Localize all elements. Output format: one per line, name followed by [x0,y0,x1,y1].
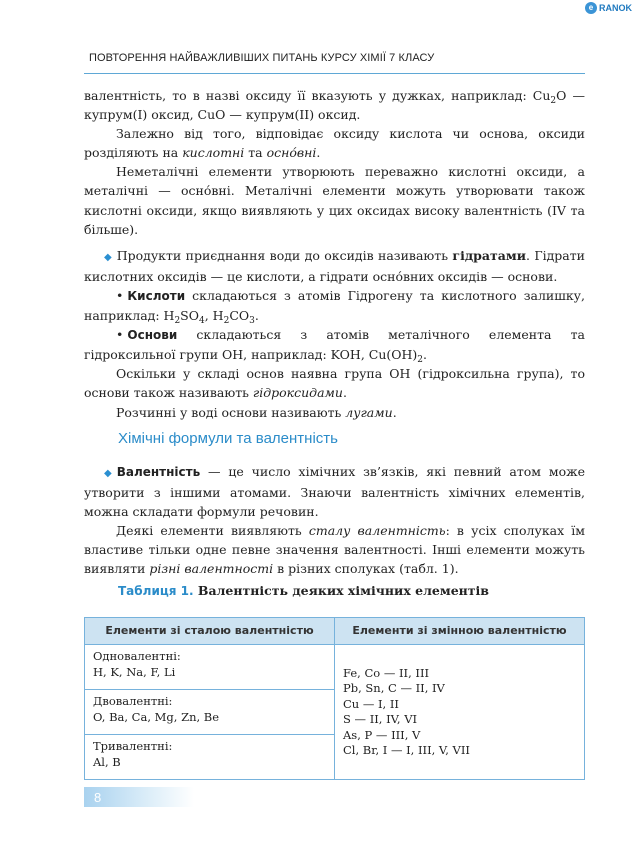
running-header: ПОВТОРЕННЯ НАЙВАЖЛИВІШИХ ПИТАНЬ КУРСУ ХІМІЇ 7 КЛАСУ [89,52,435,64]
table-row [85,645,585,690]
paragraph-hydroxides: Оскільки у складі основ наявна група OH (гідроксильна група), то основи також називають гідроксидами. [84,366,585,401]
page-number: 8 [94,790,102,805]
diamond-icon: ◆ [104,468,112,479]
variable-valence-item: Fe, Co — II, III [343,665,430,680]
table-cell-variable-valence [335,645,585,780]
paragraph-acids: • Кислоти складаються з атомів Гідрогену та кислотного залишку, наприклад: $H_2SO_4$, $H_2CO_3$. [84,287,585,327]
section-heading: Хімічні формули та валентність [118,430,338,447]
publisher-logo [585,2,632,14]
logo-icon: e [585,2,597,14]
table-cell-divalent: Двовалентні: O, Ba, Ca, Mg, Zn, Be [85,690,335,735]
term-bases: Основи [127,328,178,343]
paragraph-1: валентність, то в назві оксиду її вказують у дужках, наприклад: $Cu_2O$ — купрум(I) оксид, CuO — купрум(II) оксид. [84,88,585,123]
variable-valence-item: Cl, Br, I — I, III, V, VII [343,743,470,757]
section-text [84,462,585,579]
paragraph-hydrates: ◆ Продукти приєднання води до оксидів називають гідратами. Гідрати кислотних оксидів — це кислоти, а гідрати осно́вних оксидів — основи. [84,247,585,284]
header-divider [84,73,585,74]
table-caption: Таблиця 1. Валентність деяких хімічних елементів [118,583,489,598]
paragraph-2: Залежно від того, відповідає оксиду кислота чи основа, оксиди розділяють на кислотні та осно́вні. [84,126,585,161]
table-header-row [85,618,585,645]
paragraph-3: Неметалічні елементи утворюють переважно кислотні оксиди, а металічні — осно́вні. Металічні елементи можуть утворювати також кислотні оксиди, якщо виявляють у цих оксидах високу валентність (IV та більше). [84,164,585,237]
bullet-dot-icon: • [116,327,124,343]
main-text [84,86,585,422]
term-valence: Валентність [116,465,201,479]
variable-valence-item: Pb, Sn, C — II, IV [343,681,445,695]
table-header-constant: Елементи зі сталою валентністю [85,618,335,645]
paragraph-valence-types: Деякі елементи виявляють сталу валентність: в усіх сполуках їм властиве тільки одне певне значення валентності. Інші елементи можуть виявляти різні валентності в різних сполуках (табл. 1). [84,523,585,577]
valence-table [84,617,585,780]
variable-valence-item: S — II, IV, VI [343,712,418,726]
variable-valence-item: Cu — I, II [343,696,399,711]
page-number-tab [84,787,194,807]
logo-text: RANOK [599,3,632,13]
paragraph-valence-definition: ◆ Валентність — це число хімічних зв’язків, які певний атом може утворити з іншими атомами. Знаючи валентність хімічних елементів, можна складати формули речовин. [84,464,585,520]
table-cell-monovalent: Одновалентні: H, K, Na, F, Li [85,645,335,690]
bullet-dot-icon: • [116,287,124,303]
paragraph-bases: • Основи складаються з атомів металічного елемента та гідроксильної групи OH, наприклад: KOH, $Cu(OH)_2$. [84,327,585,366]
variable-valence-item: As, P — III, V [343,727,421,742]
table-cell-trivalent: Тривалентні: Al, B [85,735,335,780]
table-number: Таблиця 1. [118,584,194,598]
diamond-icon: ◆ [104,251,112,263]
table-header-variable: Елементи зі змінною валентністю [335,618,585,645]
paragraph-alkalis: Розчинні у воді основи називають лугами. [116,404,397,420]
term-hydrates: гідратами [452,247,526,263]
term-acids: Кислоти [127,288,186,303]
